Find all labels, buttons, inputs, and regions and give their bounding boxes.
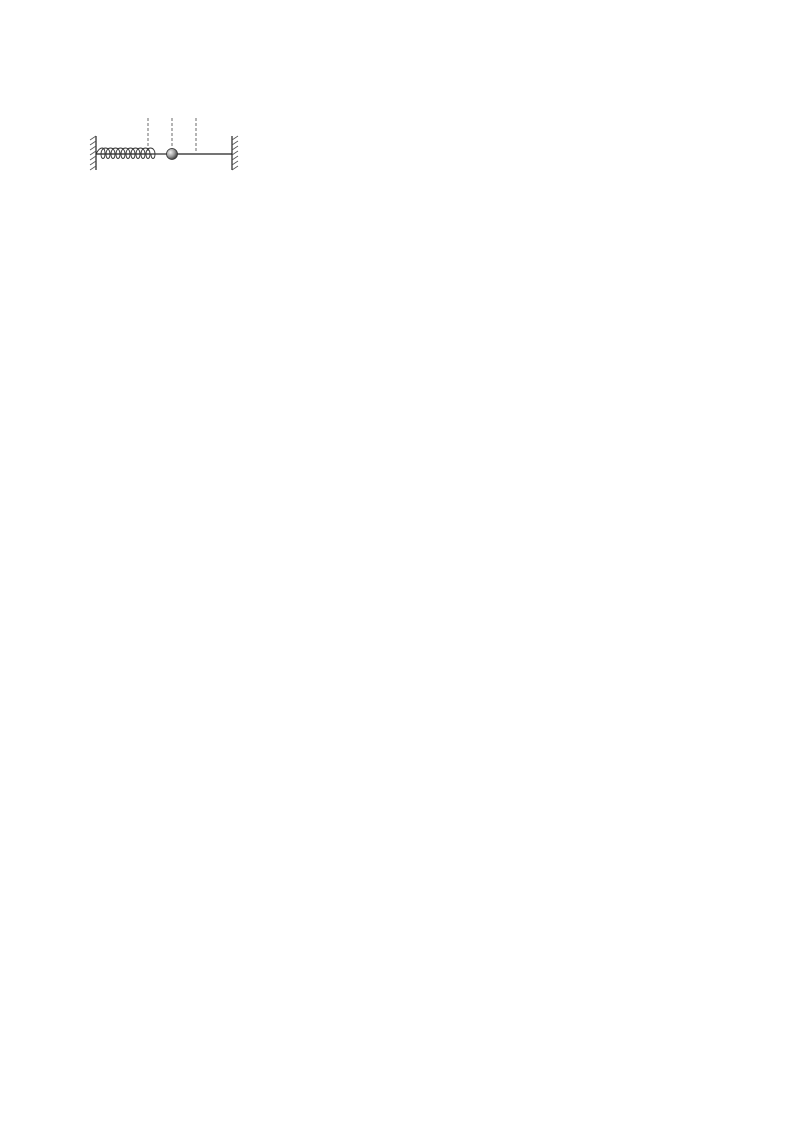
q12-stem bbox=[72, 245, 732, 276]
q11-options-row-1 bbox=[72, 182, 732, 213]
q11-option-c bbox=[72, 213, 346, 244]
q11-options-row-2 bbox=[72, 213, 732, 244]
left-wall bbox=[90, 136, 96, 170]
right-wall bbox=[232, 136, 238, 170]
document-page bbox=[72, 100, 732, 276]
oscillator-ball bbox=[167, 149, 178, 160]
spring-oscillator-diagram bbox=[86, 100, 256, 180]
spring-oscillator-figure bbox=[72, 100, 732, 182]
spring bbox=[96, 148, 167, 159]
q11-option-a bbox=[72, 182, 346, 213]
